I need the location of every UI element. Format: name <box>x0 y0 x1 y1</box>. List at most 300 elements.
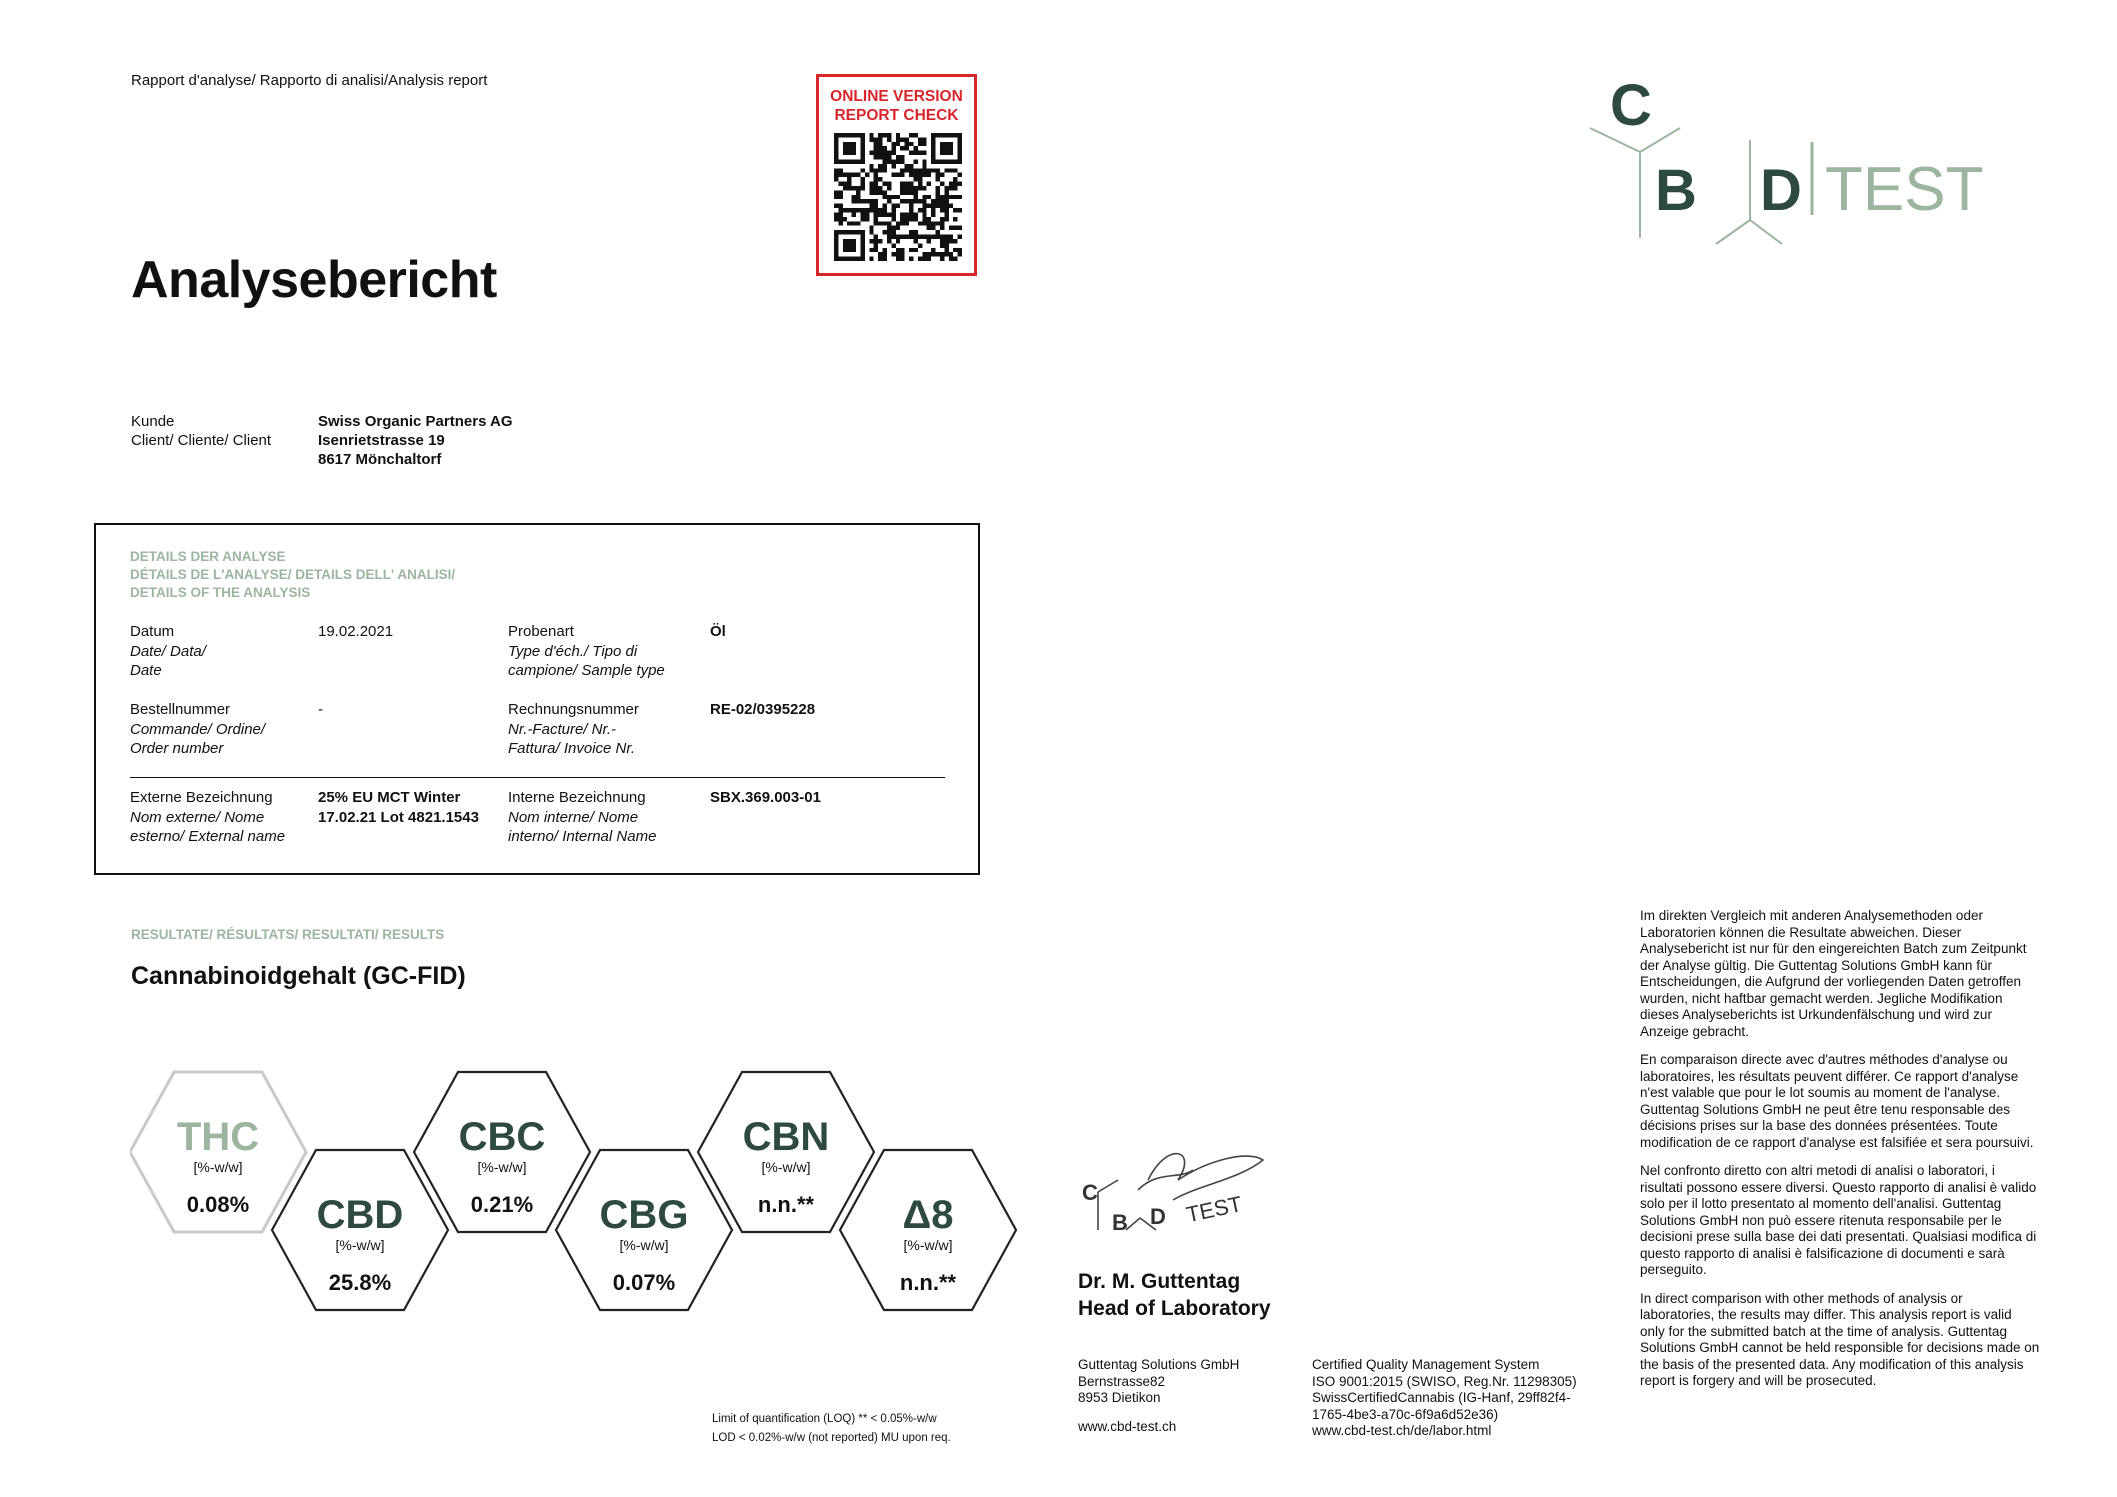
qr-module <box>949 182 953 186</box>
qr-module <box>949 239 953 243</box>
qr-module <box>958 173 962 177</box>
qr-module <box>949 168 953 172</box>
cannabinoid-value: 0.07% <box>612 1270 676 1295</box>
qr-module <box>922 168 926 172</box>
qr-module <box>900 186 904 190</box>
qr-module <box>896 142 900 146</box>
qr-module <box>874 217 878 221</box>
qr-module <box>878 151 882 155</box>
qr-module <box>891 252 895 256</box>
disclaimer-it: Nel confronto diretto con altri metodi di analisi o laboratori, i risultati possono essere diversi. Questo rapporto di analisi è valido solo per il lotto presentato al momento dell'analisi. Guttentag Solutions GmbH non può essere ritenuta responsabile per le decisioni prese sulla base dei dati presentati. Qualsiasi modifica di questo rapporto di analisi è falsificazione di documenti e sarà perseguito. <box>1640 1163 2037 1277</box>
qr-module <box>909 190 913 194</box>
qr-module <box>927 239 931 243</box>
qr-module <box>856 173 860 177</box>
qr-module <box>953 186 957 190</box>
sample-label: Probenart <box>508 623 574 640</box>
qr-module <box>949 235 953 239</box>
qr-module <box>883 182 887 186</box>
qr-module <box>896 239 900 243</box>
qr-module <box>869 199 873 203</box>
qr-module <box>927 257 931 261</box>
results-title: Cannabinoidgehalt (GC-FID) <box>131 962 466 990</box>
qr-module <box>913 235 917 239</box>
qr-module <box>927 204 931 208</box>
date-sub-2: Date <box>130 662 162 679</box>
qr-module <box>874 204 878 208</box>
qr-module <box>936 173 940 177</box>
qr-module <box>913 151 917 155</box>
qr-module <box>838 168 842 172</box>
qr-module <box>918 168 922 172</box>
qr-module <box>927 173 931 177</box>
qr-module <box>887 137 891 141</box>
sample-label-block <box>508 622 665 681</box>
qr-module <box>905 137 909 141</box>
qr-module <box>940 243 944 247</box>
page-title: Analysebericht <box>131 251 497 309</box>
client-city: 8617 Mönchaltorf <box>318 451 442 468</box>
qr-module <box>869 151 873 155</box>
qr-module <box>918 151 922 155</box>
cannabinoid-hex-grid <box>130 1070 1020 1315</box>
qr-module <box>847 221 851 225</box>
qr-module <box>944 190 948 194</box>
qr-module <box>834 204 838 208</box>
invoice-value: RE-02/0395228 <box>710 701 816 718</box>
qr-module <box>940 235 944 239</box>
cannabinoid-value: n.n.** <box>757 1192 815 1217</box>
hex-cbc <box>414 1072 590 1232</box>
invoice-sub-2: Fattura/ Invoice Nr. <box>508 740 635 757</box>
qr-module <box>913 186 917 190</box>
hex-thc <box>130 1072 306 1232</box>
qr-module <box>913 212 917 216</box>
qr-module <box>878 186 882 190</box>
cannabinoid-name: CBN <box>742 1115 830 1159</box>
qr-module <box>891 204 895 208</box>
qr-module <box>896 235 900 239</box>
int-label-block <box>508 788 656 847</box>
qr-module <box>958 235 962 239</box>
qr-module <box>865 199 869 203</box>
qr-module <box>838 212 842 216</box>
details-divider <box>130 777 945 778</box>
qr-module <box>887 186 891 190</box>
qr-module <box>953 195 957 199</box>
cannabinoid-value: 0.21% <box>470 1192 534 1217</box>
qr-module <box>944 208 948 212</box>
order-sub-2: Order number <box>130 740 224 757</box>
cert-line-4: 1765-4be3-a70c-6f9a6d52e36) <box>1312 1406 1499 1422</box>
qr-module <box>865 173 869 177</box>
qr-module <box>953 217 957 221</box>
qr-module <box>874 146 878 150</box>
qr-module <box>909 151 913 155</box>
qr-module <box>891 230 895 234</box>
qr-module <box>900 221 904 225</box>
date-sub-1: Date/ Data/ <box>130 642 206 660</box>
qr-module <box>843 217 847 221</box>
address-web-link[interactable]: www.cbd-test.ch <box>1078 1418 1177 1434</box>
qr-module <box>940 257 944 261</box>
qr-module <box>909 212 913 216</box>
qr-module <box>874 190 878 194</box>
qr-module <box>887 235 891 239</box>
qr-module <box>852 195 856 199</box>
qr-module <box>891 173 895 177</box>
sample-value: Öl <box>710 623 726 640</box>
qr-module <box>958 248 962 252</box>
qr-module <box>883 151 887 155</box>
qr-module <box>891 217 895 221</box>
qr-module <box>958 252 962 256</box>
logo-hex-line <box>1716 220 1750 244</box>
qr-module <box>891 208 895 212</box>
logo-hex-line <box>1750 220 1782 244</box>
qr-module <box>949 204 953 208</box>
qr-module <box>887 155 891 159</box>
qr-module <box>883 208 887 212</box>
qr-module <box>918 173 922 177</box>
qr-module <box>838 217 842 221</box>
qr-module <box>887 230 891 234</box>
qr-module <box>918 235 922 239</box>
qr-module <box>927 168 931 172</box>
qr-module <box>887 226 891 230</box>
qr-module <box>847 177 851 181</box>
qr-module <box>944 252 948 256</box>
qr-module <box>838 195 842 199</box>
qr-caption <box>819 87 974 125</box>
order-sub-1: Commande/ Ordine/ <box>130 720 266 738</box>
qr-module <box>852 208 856 212</box>
qr-module <box>887 239 891 243</box>
qr-module <box>896 155 900 159</box>
qr-module <box>922 199 926 203</box>
qr-module <box>896 137 900 141</box>
qr-module <box>843 173 847 177</box>
qr-module <box>869 239 873 243</box>
qr-module <box>869 186 873 190</box>
qr-module <box>922 186 926 190</box>
qr-module <box>900 235 904 239</box>
qr-module <box>905 168 909 172</box>
qr-module <box>883 164 887 168</box>
qr-module <box>883 212 887 216</box>
qr-module <box>940 199 944 203</box>
qr-module <box>913 173 917 177</box>
qr-module <box>874 221 878 225</box>
qr-module <box>896 195 900 199</box>
client-label-multi: Client/ Cliente/ Client <box>131 432 272 449</box>
qr-module <box>931 204 935 208</box>
qr-module <box>909 199 913 203</box>
qr-module <box>874 155 878 159</box>
qr-module <box>913 190 917 194</box>
qr-module <box>913 248 917 252</box>
qr-module <box>909 164 913 168</box>
qr-module <box>856 208 860 212</box>
qr-module <box>922 142 926 146</box>
qr-module <box>883 252 887 256</box>
int-sub-2: interno/ Internal Name <box>508 828 657 845</box>
int-value: SBX.369.003-01 <box>710 789 821 806</box>
qr-module <box>878 155 882 159</box>
qr-module <box>883 146 887 150</box>
ext-label-block <box>130 788 285 847</box>
sample-sub-2: campione/ Sample type <box>508 662 665 679</box>
qr-module <box>896 248 900 252</box>
cannabinoid-unit: [%-w/w] <box>193 1159 243 1175</box>
qr-module <box>856 195 860 199</box>
cannabinoid-value: 25.8% <box>328 1270 392 1295</box>
qr-module <box>878 133 882 137</box>
ext-sub-1: Nom externe/ Nome <box>130 808 265 826</box>
qr-module <box>909 142 913 146</box>
qr-module <box>949 195 953 199</box>
qr-module <box>834 217 838 221</box>
qr-module <box>936 199 940 203</box>
qr-module <box>869 204 873 208</box>
qr-module <box>896 133 900 137</box>
qr-module <box>905 182 909 186</box>
signer-block <box>1078 1268 1271 1322</box>
qr-module <box>883 248 887 252</box>
qr-module <box>927 195 931 199</box>
qr-module <box>931 168 935 172</box>
qr-module <box>891 164 895 168</box>
qr-module <box>869 208 873 212</box>
qr-module <box>883 230 887 234</box>
client-name: Swiss Organic Partners AG <box>318 413 513 430</box>
qr-module <box>931 208 935 212</box>
qr-module <box>927 252 931 256</box>
qr-module <box>944 168 948 172</box>
qr-code-icon[interactable] <box>834 133 962 261</box>
qr-module <box>874 208 878 212</box>
qr-module <box>940 226 944 230</box>
qr-module <box>944 204 948 208</box>
qr-module <box>940 217 944 221</box>
qr-module <box>838 204 842 208</box>
details-title-line-1: DETAILS DER ANALYSE <box>130 549 286 564</box>
qr-module <box>852 212 856 216</box>
qr-module <box>909 168 913 172</box>
client-value <box>318 412 513 469</box>
qr-module <box>918 199 922 203</box>
cannabinoid-name: THC <box>176 1115 260 1159</box>
sig-hex-line <box>1126 1218 1140 1230</box>
qr-module <box>936 177 940 181</box>
qr-module <box>878 252 882 256</box>
qr-module <box>838 182 842 186</box>
qr-module <box>838 221 842 225</box>
qr-module <box>883 221 887 225</box>
qr-module <box>949 252 953 256</box>
qr-module <box>905 199 909 203</box>
qr-module <box>874 235 878 239</box>
qr-module <box>847 208 851 212</box>
hex-δ8 <box>840 1150 1016 1310</box>
qr-module <box>874 243 878 247</box>
qr-module <box>953 248 957 252</box>
qr-module <box>953 226 957 230</box>
qr-module <box>838 190 842 194</box>
qr-module <box>918 243 922 247</box>
disclaimer-en: In direct comparison with other methods of analysis or laboratories, the results may differ. This analysis report is valid only for the submitted batch at the time of analysis. Guttentag Solutions GmbH cannot be held responsible for decisions made on the basis of the presented data. Any modification of this analysis report is forgery and will be prosecuted. <box>1640 1290 2040 1388</box>
qr-module <box>843 182 847 186</box>
qr-module <box>896 221 900 225</box>
qr-module <box>900 159 904 163</box>
qr-module <box>918 177 922 181</box>
loq-line-1: Limit of quantification (LOQ) ** < 0.05%-w/w <box>712 1413 937 1425</box>
qr-module <box>865 217 869 221</box>
qr-module <box>922 257 926 261</box>
qr-module <box>852 221 856 225</box>
client-label-de: Kunde <box>131 413 175 430</box>
qr-module <box>918 142 922 146</box>
qr-module <box>931 221 935 225</box>
qr-module <box>878 190 882 194</box>
qr-module <box>900 182 904 186</box>
qr-module <box>887 212 891 216</box>
qr-module <box>927 182 931 186</box>
qr-module <box>913 159 917 163</box>
qr-module <box>865 208 869 212</box>
cert-line-1: Certified Quality Management System <box>1312 1357 1540 1372</box>
qr-module <box>936 195 940 199</box>
qr-module <box>936 168 940 172</box>
qr-module <box>922 159 926 163</box>
hex-cbg <box>556 1150 732 1310</box>
qr-module <box>936 235 940 239</box>
qr-module <box>913 217 917 221</box>
qr-module <box>922 204 926 208</box>
cert-line-2: ISO 9001:2015 (SWISO, Reg.Nr. 11298305) <box>1312 1373 1577 1389</box>
ext-value-2: 17.02.21 Lot 4821.1543 <box>318 808 479 826</box>
qr-module <box>940 173 944 177</box>
cert-web-link[interactable]: www.cbd-test.ch/de/labor.html <box>1312 1423 1492 1438</box>
qr-module <box>856 221 860 225</box>
qr-module <box>944 212 948 216</box>
qr-module <box>922 235 926 239</box>
qr-module <box>878 212 882 216</box>
logo-letter-c: C <box>1610 73 1652 138</box>
disclaimers <box>1640 908 2040 1402</box>
qr-module <box>900 217 904 221</box>
sig-letter-c: C <box>1082 1180 1098 1205</box>
qr-module <box>891 243 895 247</box>
order-label: Bestellnummer <box>130 701 231 718</box>
qr-module <box>900 257 904 261</box>
signer-role: Head of Laboratory <box>1078 1297 1271 1320</box>
qr-module <box>936 204 940 208</box>
qr-module <box>869 230 873 234</box>
qr-module <box>869 257 873 261</box>
qr-module <box>834 173 838 177</box>
qr-module <box>922 208 926 212</box>
qr-module <box>931 235 935 239</box>
qr-module <box>940 195 944 199</box>
qr-module <box>940 208 944 212</box>
qr-module <box>922 173 926 177</box>
qr-module <box>852 199 856 203</box>
date-label: Datum <box>130 623 175 640</box>
qr-module <box>896 252 900 256</box>
loq-note <box>712 1410 951 1448</box>
qr-module <box>918 221 922 225</box>
qr-module <box>878 239 882 243</box>
qr-module <box>905 221 909 225</box>
qr-module <box>834 177 838 181</box>
details-title-line-3: DETAILS OF THE ANALYSIS <box>130 585 311 600</box>
client-label <box>131 412 271 450</box>
qr-module <box>909 235 913 239</box>
order-label-block <box>130 700 265 759</box>
qr-module <box>860 212 864 216</box>
qr-module <box>927 221 931 225</box>
qr-module <box>944 199 948 203</box>
qr-module <box>940 204 944 208</box>
qr-module <box>931 199 935 203</box>
details-title-line-2: DÉTAILS DE L'ANALYSE/ DETAILS DELL' ANALISI/ <box>130 567 456 582</box>
qr-module <box>905 190 909 194</box>
order-value: - <box>318 701 323 718</box>
online-report-check[interactable] <box>816 74 977 276</box>
qr-module <box>869 168 873 172</box>
disclaimer-de: Im direkten Vergleich mit anderen Analysemethoden oder Laboratorien können die Resultate abweichen. Dieser Analysebericht ist nur für den eingereichten Batch zum Zeitpunkt der Analyse gültig. Die Guttentag Solutions GmbH kann für Entscheidungen, die Aufgrund der vorliegenden Daten getroffen wurden, nicht haftbar gemacht werden. Jegliche Modifikation dieses Analyseberichts ist Urkundenfälschung und wird zur Anzeige gebracht. <box>1640 908 2027 1039</box>
qr-module <box>887 221 891 225</box>
qr-module <box>896 226 900 230</box>
qr-module <box>922 164 926 168</box>
qr-module <box>883 133 887 137</box>
qr-module <box>909 217 913 221</box>
cannabinoid-unit: [%-w/w] <box>761 1159 811 1175</box>
qr-module <box>891 235 895 239</box>
qr-module <box>874 182 878 186</box>
qr-module <box>896 173 900 177</box>
signature-mark <box>1078 1140 1278 1250</box>
qr-module <box>940 239 944 243</box>
qr-module <box>874 168 878 172</box>
qr-module <box>856 199 860 203</box>
qr-module <box>852 173 856 177</box>
cannabinoid-value: 0.08% <box>186 1192 250 1217</box>
sig-word-test: TEST <box>1183 1191 1245 1228</box>
qr-module <box>944 239 948 243</box>
details-title <box>130 548 455 602</box>
qr-module <box>847 182 851 186</box>
qr-module <box>834 190 838 194</box>
qr-module <box>940 221 944 225</box>
qr-module <box>922 221 926 225</box>
qr-module <box>869 248 873 252</box>
qr-module <box>869 226 873 230</box>
qr-module <box>918 137 922 141</box>
qr-module <box>958 208 962 212</box>
ext-sub-2: esterno/ External name <box>130 828 286 845</box>
int-label: Interne Bezeichnung <box>508 789 646 806</box>
qr-module <box>896 159 900 163</box>
qr-module <box>949 257 953 261</box>
qr-module <box>834 195 838 199</box>
qr-module <box>931 226 935 230</box>
qr-module <box>896 204 900 208</box>
qr-module <box>949 186 953 190</box>
qr-module <box>900 155 904 159</box>
qr-module <box>905 217 909 221</box>
qr-module <box>927 217 931 221</box>
